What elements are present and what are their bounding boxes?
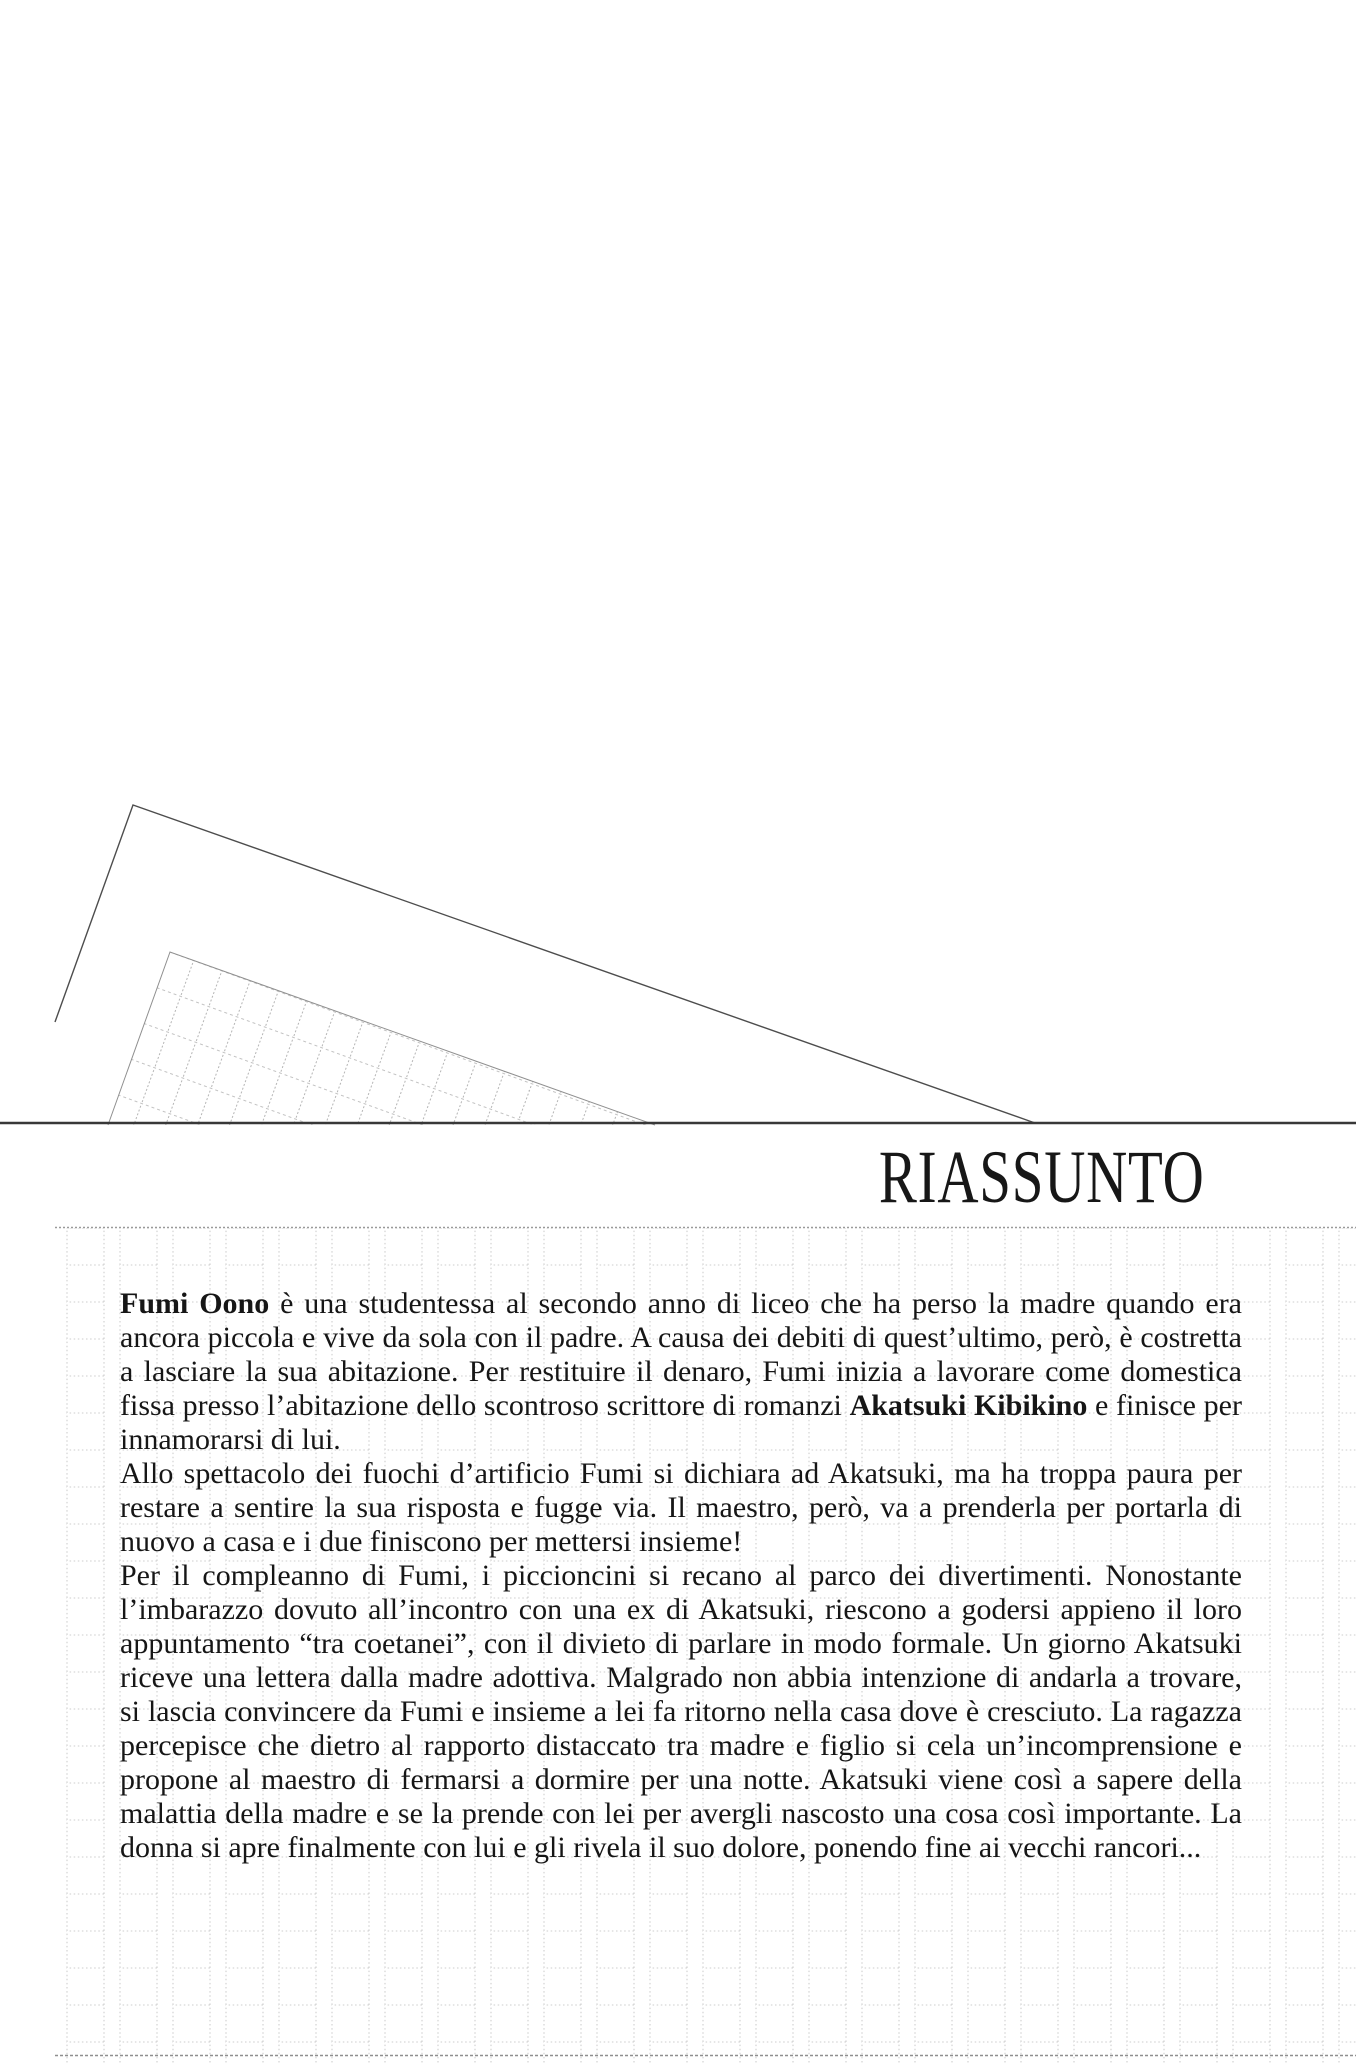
page-title: RIASSUNTO <box>879 1136 1205 1219</box>
summary-paragraph-2: Allo spettacolo dei fuochi d’artificio Fumi si dichiara ad Akatsuki, ma ha troppa paura per restare a sentire la sua risposta e fugge via. Il maestro, però, va a prenderla per portarla di nuovo a casa e i due finiscono per mettersi insieme! <box>120 1457 1242 1558</box>
character-name-fumi-oono: Fumi Oono <box>120 1287 270 1320</box>
summary-paragraph-3: Per il compleanno di Fumi, i piccioncini si recano al parco dei divertimenti. Nonostante l’imbarazzo dovuto all’incontro con una ex di Akatsuki, riescono a godersi appieno il loro appuntamento “tra coetanei”, con il divieto di parlare in modo formale. Un giorno Akatsuki riceve una lettera dalla madre adottiva. Malgrado non abbia intenzione di andarla a trovare, si lascia convincere da Fumi e insieme a lei fa ritorno nella casa dove è cresciuto. La ragazza percepisce che dietro al rapporto distaccato tra madre e figlio si cela un’incomprensione e propone al maestro di fermarsi a dormire per una notte. Akatsuki viene così a sapere della malattia della madre e se la prende con lei per avergli nascosto una cosa così importante. La donna si apre finalmente con lui e gli rivela il suo dolore, ponendo fine ai vecchi rancori... <box>120 1559 1242 1864</box>
small-sheet-grid <box>108 952 655 1125</box>
summary-text-block <box>120 1287 1242 1865</box>
summary-paragraph-1 <box>120 1287 1242 1457</box>
paragraph-1-text-a: è una studentessa al secondo anno di liceo che ha perso la madre quando era ancora piccola e vive da sola con il padre. A causa dei debiti di quest’ultimo, però, è costretta a lasciare la sua abitazione. Per restituire il denaro, Fumi inizia a lavorare come domestica fissa presso l’abitazione dello scontroso scrittore di romanzi <box>120 1287 1242 1422</box>
character-name-akatsuki-kibikino: Akatsuki Kibikino <box>849 1389 1088 1422</box>
paragraph-1-text-b: e finisce per innamorarsi di lui. <box>120 1389 1242 1456</box>
